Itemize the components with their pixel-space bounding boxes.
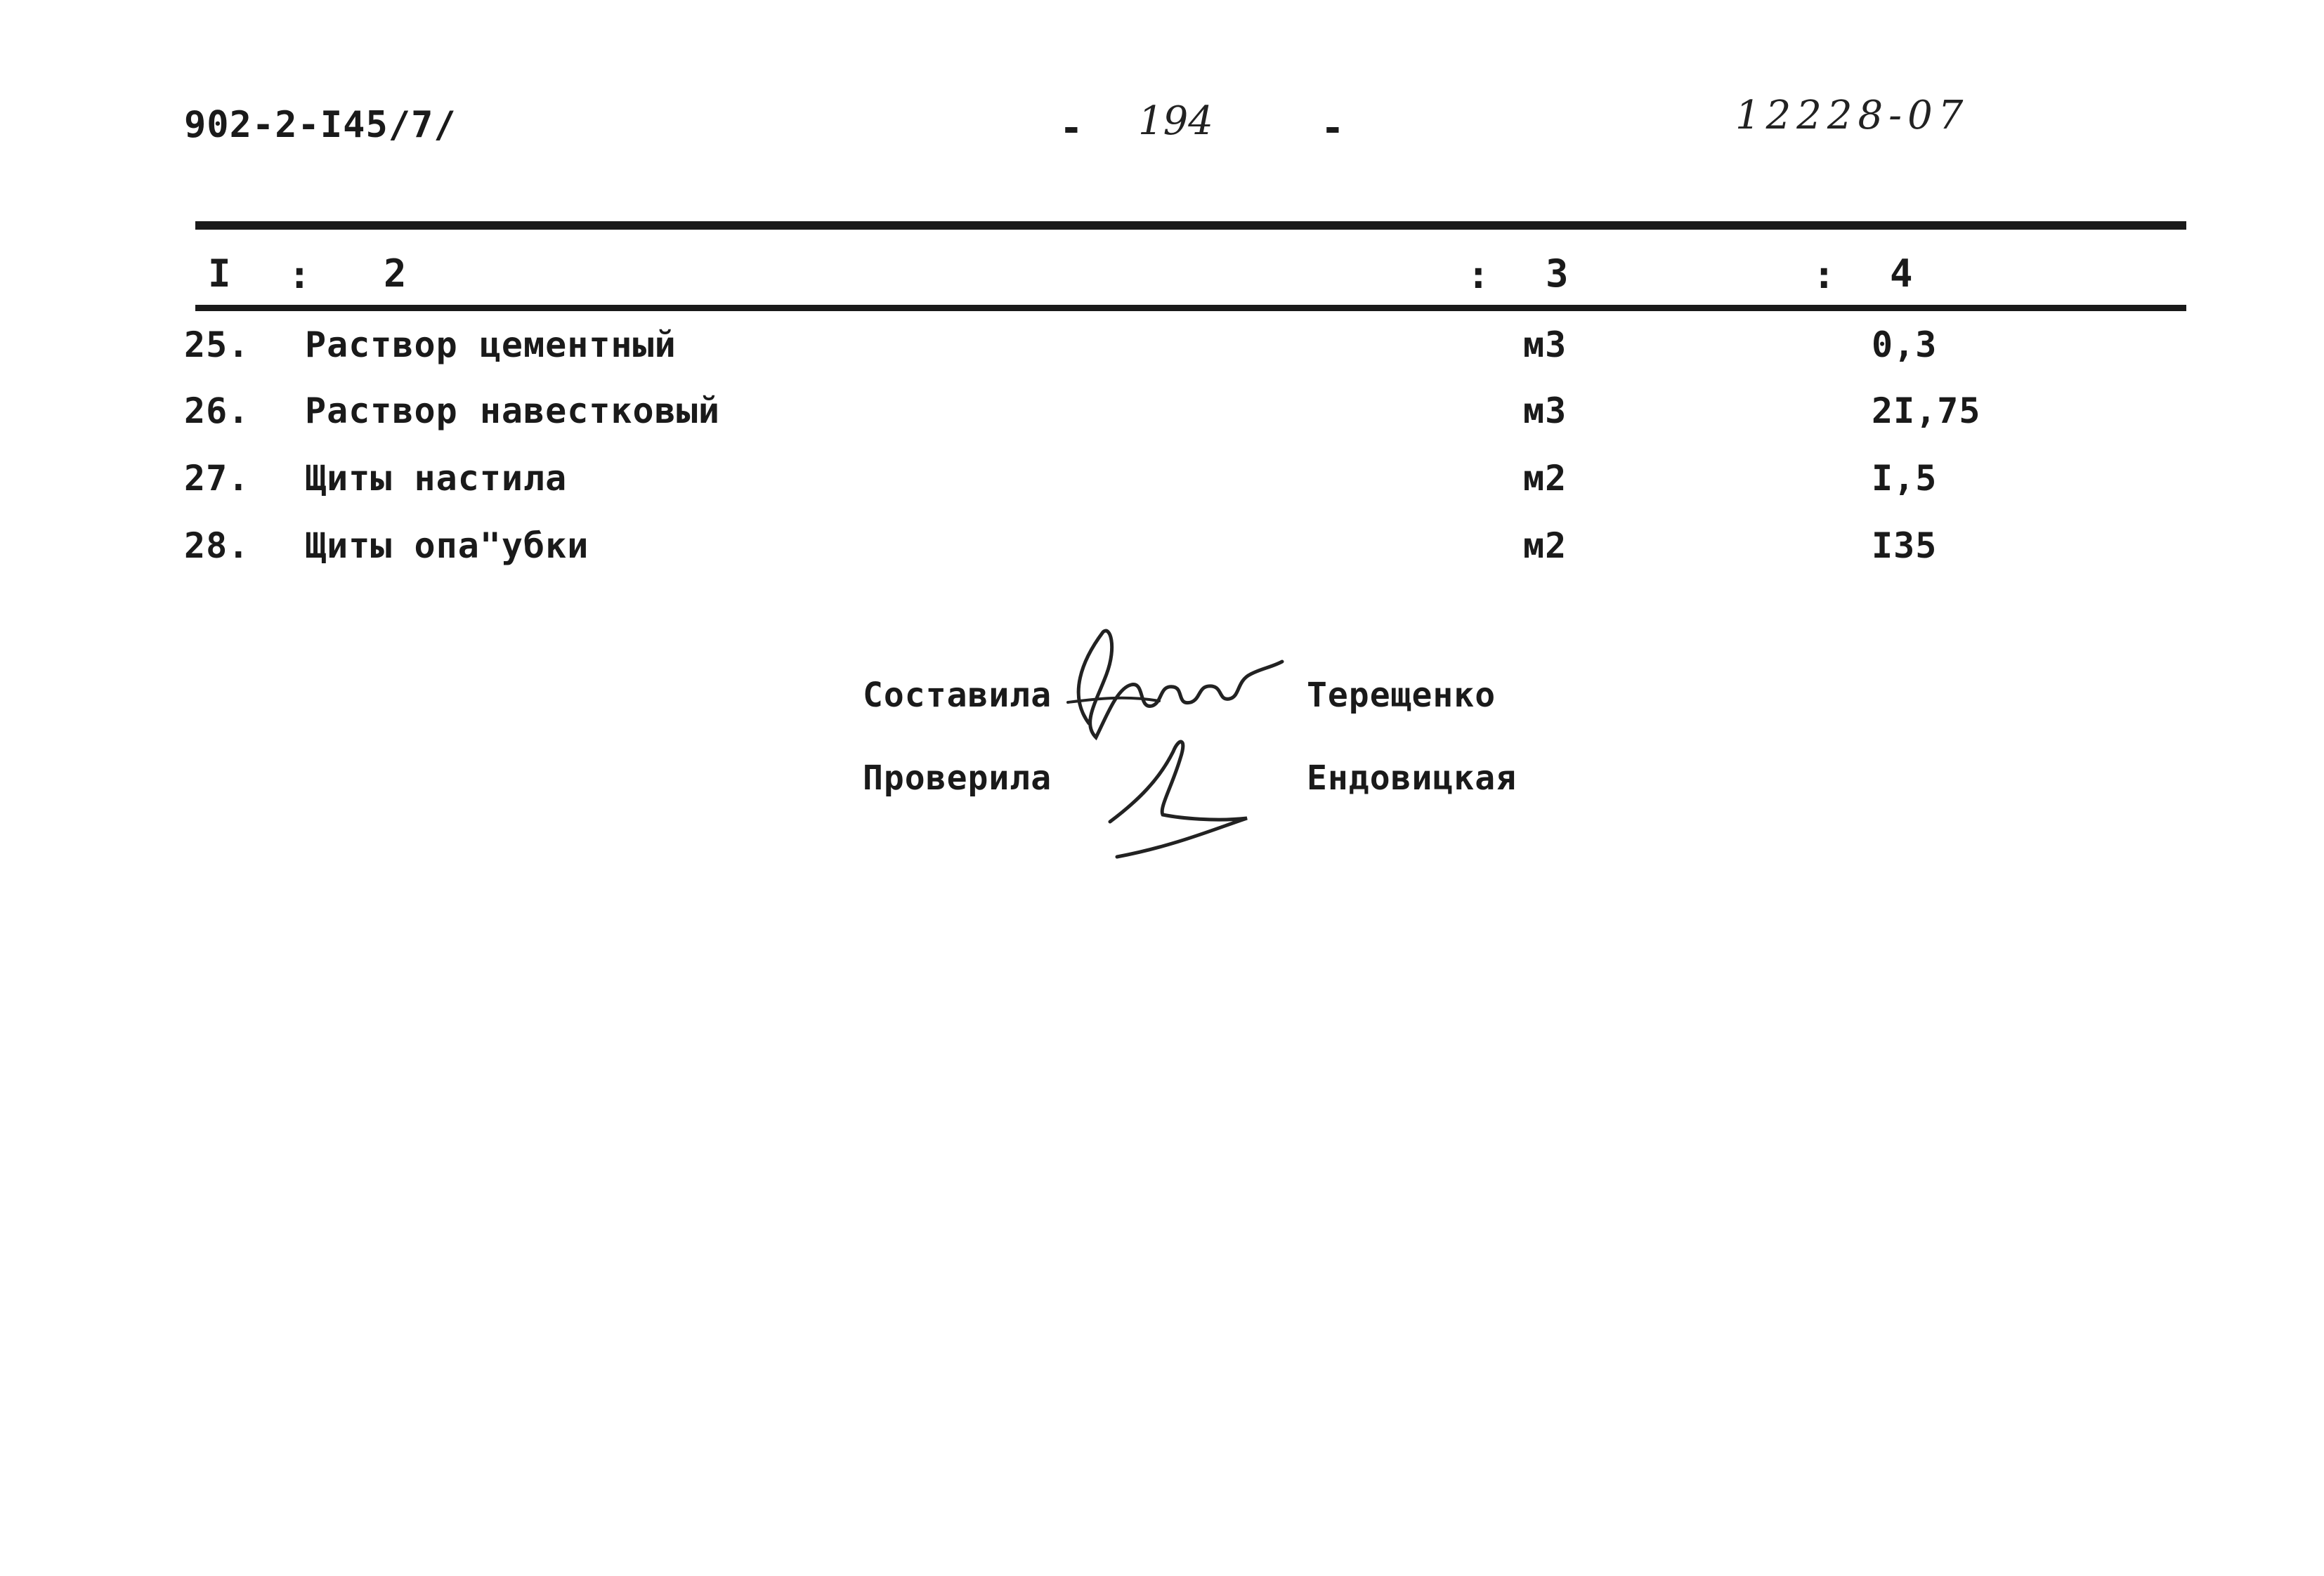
quantity: 2I,75 [1872, 390, 1981, 431]
unit: м2 [1523, 525, 1567, 566]
table-header-rule [195, 305, 2186, 311]
page-number: 194 [1138, 98, 1213, 144]
unit: м2 [1523, 458, 1567, 499]
checked-by-name: Ендовицкая [1307, 759, 1517, 798]
column-separator: : [288, 253, 311, 297]
column-header-3: 3 [1546, 251, 1569, 296]
material-name: Щиты настила [305, 458, 568, 499]
unit: м3 [1523, 324, 1567, 365]
column-header-2: 2 [384, 251, 407, 296]
material-name: Раствор цементный [305, 324, 677, 365]
compiled-by-label: Составила [863, 676, 1052, 715]
column-header-4: 4 [1890, 251, 1913, 296]
table-top-rule [195, 221, 2186, 230]
row-number: 26. [184, 390, 250, 431]
compiled-by-name: Терещенко [1307, 676, 1496, 715]
checked-by-label: Проверила [863, 759, 1052, 798]
page-dash-left: - [1059, 105, 1083, 151]
checked-signature-image [1096, 723, 1265, 864]
quantity: I,5 [1872, 458, 1938, 499]
document-code: 902-2-I45/7/ [184, 104, 457, 146]
material-name: Щиты опа"убки [305, 525, 589, 566]
column-header-1: I [208, 251, 231, 296]
row-number: 27. [184, 458, 250, 499]
unit: м3 [1523, 390, 1567, 431]
column-separator: : [1467, 253, 1490, 297]
sheet-number: 12228-07 [1735, 93, 1969, 138]
column-separator: : [1813, 253, 1836, 297]
row-number: 28. [184, 525, 250, 566]
quantity: 0,3 [1872, 324, 1938, 365]
quantity: I35 [1872, 525, 1938, 566]
row-number: 25. [184, 324, 250, 365]
page-dash-right: - [1321, 105, 1345, 151]
material-name: Раствор навестковый [305, 390, 720, 431]
